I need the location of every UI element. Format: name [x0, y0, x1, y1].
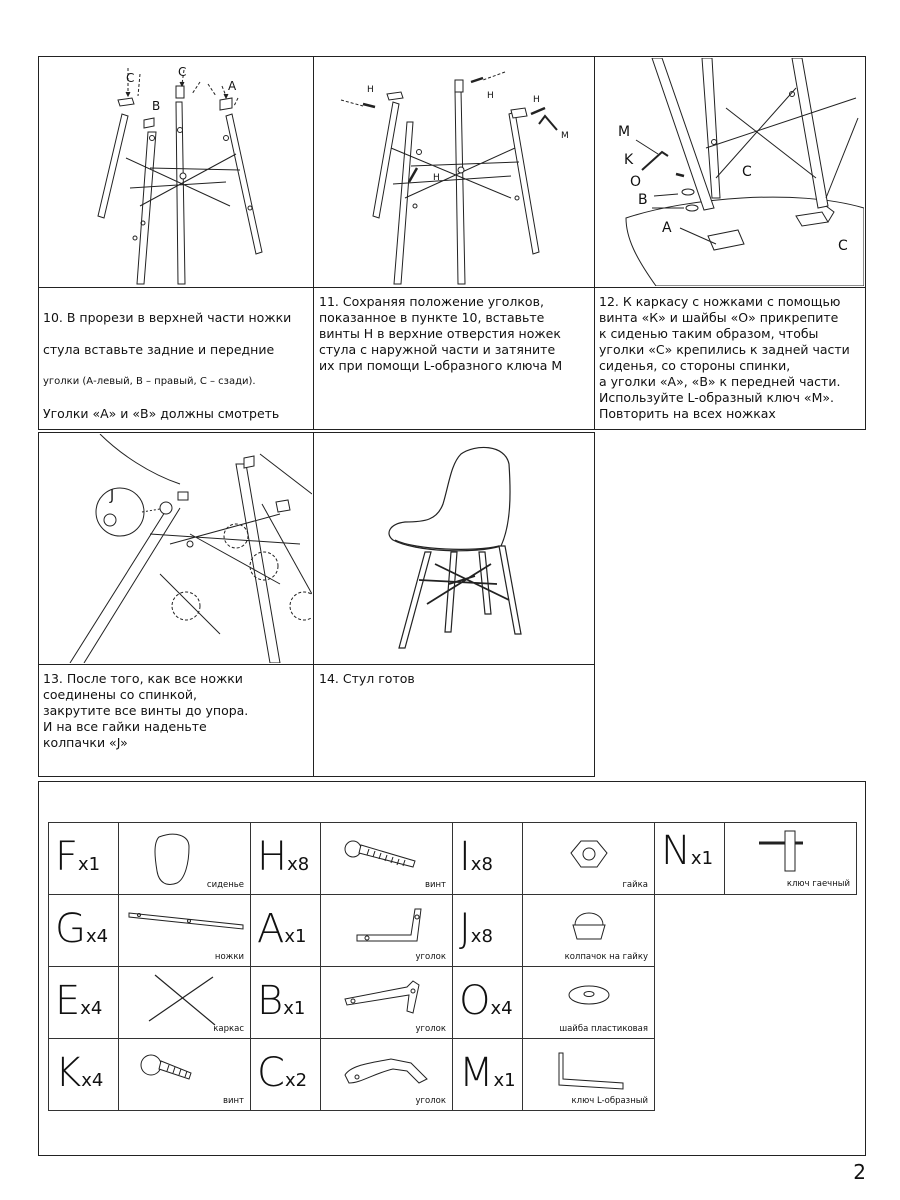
divider — [313, 432, 314, 777]
part-c-label — [251, 1039, 321, 1111]
part-name: уголок — [415, 952, 446, 962]
part-n-label — [655, 823, 725, 895]
label-a: A — [228, 79, 237, 93]
page-number: 2 — [853, 1160, 866, 1184]
label-c: C — [742, 164, 752, 180]
part-o-image — [523, 967, 655, 1039]
part-qty: x1 — [493, 1070, 516, 1091]
part-n-image — [725, 823, 857, 895]
part-b-image — [321, 967, 453, 1039]
label-c: C — [126, 71, 135, 85]
label-a: A — [662, 220, 672, 236]
part-name: ножки — [214, 952, 244, 962]
step-13-illustration — [40, 434, 312, 663]
part-name: ключ гаечный — [786, 879, 850, 889]
label-h: H — [433, 173, 440, 183]
part-h-label — [251, 823, 321, 895]
caption-line: Уголки «А» и «В» должны смотреть — [43, 406, 280, 421]
label-o: O — [630, 174, 642, 190]
part-letter: J — [459, 906, 471, 952]
part-name: винт — [222, 1096, 244, 1106]
part-j-label — [453, 895, 523, 967]
part-letter: A — [257, 906, 285, 952]
part-i-label — [453, 823, 523, 895]
part-k-image — [119, 1039, 251, 1111]
part-name: сиденье — [206, 880, 244, 890]
part-qty: x4 — [86, 926, 109, 947]
part-g-label — [49, 895, 119, 967]
part-name: уголок — [415, 1096, 446, 1106]
divider — [38, 664, 595, 665]
part-m-label — [453, 1039, 523, 1111]
step-11-caption: 11. Сохраняя положение уголков, показанное в пункте 10, вставьте винты Н в верхние отверстия ножек стула с наружной части и затяните их при помощи L-образного ключа М — [319, 294, 563, 373]
label-c: C — [178, 65, 187, 79]
part-qty: x4 — [81, 1070, 104, 1091]
part-c-image — [321, 1039, 453, 1111]
divider — [313, 56, 314, 430]
part-e-image — [119, 967, 251, 1039]
part-a-label — [251, 895, 321, 967]
part-name: уголок — [415, 1024, 446, 1034]
label-h: H — [487, 91, 494, 101]
part-letter: C — [257, 1050, 285, 1096]
part-name: гайка — [622, 880, 648, 890]
label-m: M — [561, 131, 569, 141]
part-letter: F — [55, 834, 79, 880]
step-12-illustration — [596, 58, 864, 286]
part-name: колпачок на гайку — [564, 952, 648, 962]
part-qty: x4 — [490, 998, 513, 1019]
part-qty: x1 — [78, 854, 101, 875]
part-name: шайба пластиковая — [559, 1024, 648, 1034]
divider — [38, 287, 866, 288]
part-o-label — [453, 967, 523, 1039]
label-c: C — [838, 238, 848, 254]
label-h: H — [533, 95, 540, 105]
part-a-image — [321, 895, 453, 967]
part-name: каркас — [213, 1024, 244, 1034]
label-b: B — [638, 192, 648, 208]
step-13-caption: 13. После того, как все ножки соединены со спинкой, закрутите все винты до упора. И на все гайки наденьте колпачки «J» — [43, 671, 249, 750]
part-letter: O — [459, 978, 491, 1024]
part-k-label — [49, 1039, 119, 1111]
empty-cell — [655, 895, 857, 1111]
label-k: K — [624, 152, 634, 168]
part-name: ключ L-образный — [571, 1096, 648, 1106]
caption-line: уголки (А-левый, В – правый, С – сзади). — [43, 376, 256, 387]
part-name: винт — [424, 880, 446, 890]
part-j-image — [523, 895, 655, 967]
part-letter: N — [661, 828, 691, 874]
caption-line: 10. В прорези в верхней части ножки — [43, 310, 292, 325]
part-qty: x1 — [284, 926, 307, 947]
part-qty: x1 — [690, 848, 714, 869]
part-letter: H — [257, 834, 288, 880]
step-14-illustration — [315, 434, 593, 663]
part-f-image — [119, 823, 251, 895]
part-letter: E — [55, 978, 81, 1024]
label-h: H — [367, 85, 374, 95]
part-qty: x8 — [470, 854, 493, 875]
part-letter: B — [257, 978, 284, 1024]
part-qty: x2 — [284, 1070, 308, 1091]
step-14-caption: 14. Стул готов — [319, 671, 415, 686]
divider — [594, 56, 595, 430]
part-g-image — [119, 895, 251, 967]
part-h-image — [321, 823, 453, 895]
label-m: M — [618, 124, 631, 140]
part-qty: x8 — [470, 926, 493, 947]
seat-icon — [155, 834, 189, 884]
part-qty: x1 — [283, 998, 306, 1019]
label-b: B — [152, 99, 161, 113]
part-letter: I — [459, 834, 471, 880]
part-b-label — [251, 967, 321, 1039]
part-f-label — [49, 823, 119, 895]
caption-line: стула вставьте задние и передние — [43, 342, 275, 357]
step-11-illustration — [315, 58, 593, 286]
part-letter: M — [459, 1050, 494, 1096]
part-qty: x8 — [287, 854, 310, 875]
step-10-illustration — [40, 58, 312, 286]
part-qty: x4 — [80, 998, 103, 1019]
part-e-label — [49, 967, 119, 1039]
part-m-image — [523, 1039, 655, 1111]
step-12-caption: 12. К каркасу с ножками с помощью винта «К» и шайбы «О» прикрепите к сиденью таким образом, чтобы уголки «С» крепились к задней части сиденья, со стороны спинки, а уголки «А», «В» к передней части. Используйте L-образный ключ «М». Повторить на всех ножках — [599, 294, 850, 421]
part-i-image — [523, 823, 655, 895]
part-letter: G — [55, 906, 86, 952]
label-j: J — [110, 488, 115, 504]
part-letter: K — [55, 1050, 82, 1096]
parts-table — [48, 822, 857, 1111]
